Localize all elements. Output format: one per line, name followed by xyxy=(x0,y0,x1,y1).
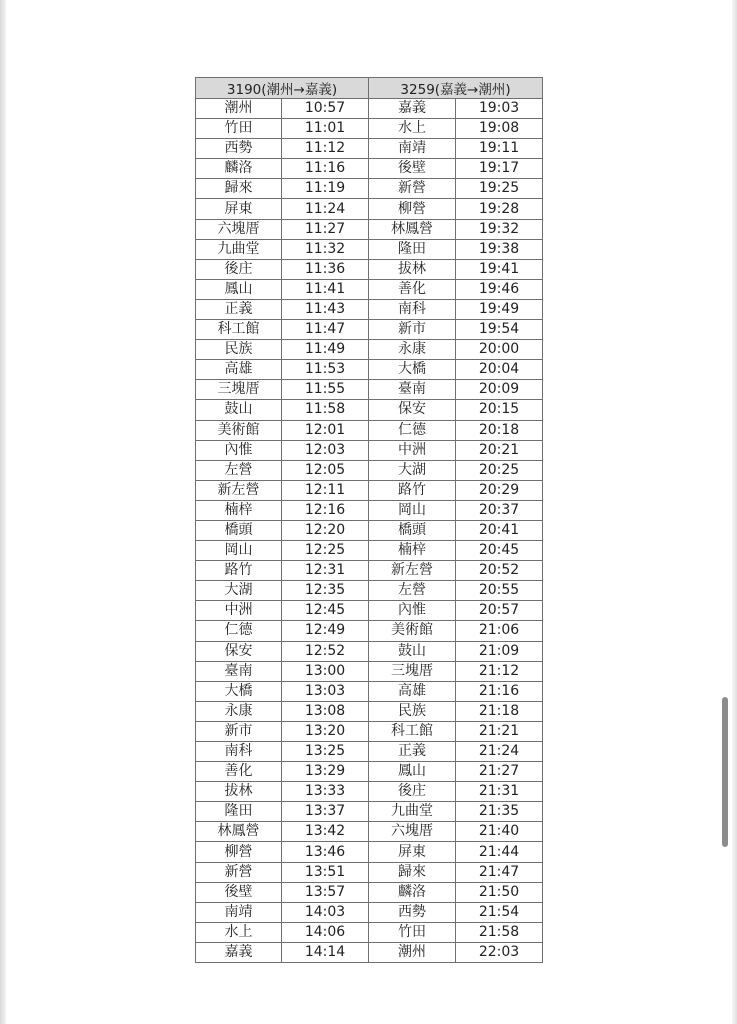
inbound-time-cell: 20:18 xyxy=(456,420,543,440)
outbound-time-cell: 13:00 xyxy=(282,661,369,681)
outbound-station-cell: 後庄 xyxy=(196,259,282,279)
table-row xyxy=(196,400,543,420)
inbound-time-cell: 19:08 xyxy=(456,119,543,139)
outbound-time-cell: 12:11 xyxy=(282,480,369,500)
inbound-station-cell: 正義 xyxy=(369,742,456,762)
outbound-time-cell: 11:58 xyxy=(282,400,369,420)
inbound-station-cell: 水上 xyxy=(369,119,456,139)
table-row xyxy=(196,661,543,681)
inbound-time-cell: 21:18 xyxy=(456,701,543,721)
table-row xyxy=(196,541,543,561)
inbound-time-cell: 21:54 xyxy=(456,902,543,922)
outbound-station-cell: 鳳山 xyxy=(196,279,282,299)
outbound-time-cell: 11:24 xyxy=(282,199,369,219)
outbound-time-cell: 11:41 xyxy=(282,279,369,299)
outbound-station-cell: 拔林 xyxy=(196,782,282,802)
inbound-station-cell: 潮州 xyxy=(369,942,456,962)
inbound-time-cell: 19:25 xyxy=(456,179,543,199)
table-row xyxy=(196,561,543,581)
table-row xyxy=(196,119,543,139)
outbound-station-cell: 歸來 xyxy=(196,179,282,199)
inbound-time-cell: 19:28 xyxy=(456,199,543,219)
table-row xyxy=(196,882,543,902)
table-row xyxy=(196,802,543,822)
inbound-time-cell: 19:32 xyxy=(456,219,543,239)
outbound-time-cell: 13:29 xyxy=(282,762,369,782)
outbound-time-cell: 11:49 xyxy=(282,340,369,360)
inbound-time-cell: 21:35 xyxy=(456,802,543,822)
outbound-time-cell: 13:57 xyxy=(282,882,369,902)
outbound-time-cell: 11:27 xyxy=(282,219,369,239)
table-row xyxy=(196,239,543,259)
table-row xyxy=(196,259,543,279)
outbound-station-cell: 鼓山 xyxy=(196,400,282,420)
outbound-station-cell: 橋頭 xyxy=(196,520,282,540)
outbound-time-cell: 12:25 xyxy=(282,541,369,561)
outbound-station-cell: 潮州 xyxy=(196,99,282,119)
inbound-time-cell: 20:57 xyxy=(456,601,543,621)
table-row xyxy=(196,721,543,741)
inbound-time-cell: 21:50 xyxy=(456,882,543,902)
outbound-station-cell: 水上 xyxy=(196,922,282,942)
inbound-station-cell: 科工館 xyxy=(369,721,456,741)
timetable-header-row xyxy=(196,78,543,99)
outbound-station-cell: 中洲 xyxy=(196,601,282,621)
inbound-time-cell: 21:47 xyxy=(456,862,543,882)
inbound-station-cell: 拔林 xyxy=(369,259,456,279)
outbound-station-cell: 新營 xyxy=(196,862,282,882)
inbound-time-cell: 20:52 xyxy=(456,561,543,581)
outbound-station-cell: 隆田 xyxy=(196,802,282,822)
table-row xyxy=(196,299,543,319)
table-row xyxy=(196,139,543,159)
outbound-time-cell: 11:01 xyxy=(282,119,369,139)
inbound-time-cell: 19:54 xyxy=(456,320,543,340)
outbound-time-cell: 13:37 xyxy=(282,802,369,822)
outbound-time-cell: 13:46 xyxy=(282,842,369,862)
outbound-time-cell: 11:53 xyxy=(282,360,369,380)
outbound-time-cell: 12:01 xyxy=(282,420,369,440)
table-row xyxy=(196,601,543,621)
inbound-time-cell: 22:03 xyxy=(456,942,543,962)
inbound-station-cell: 南靖 xyxy=(369,139,456,159)
outbound-station-cell: 嘉義 xyxy=(196,942,282,962)
inbound-time-cell: 20:55 xyxy=(456,581,543,601)
outbound-time-cell: 12:35 xyxy=(282,581,369,601)
inbound-station-cell: 內惟 xyxy=(369,601,456,621)
outbound-time-cell: 12:45 xyxy=(282,601,369,621)
outbound-station-cell: 永康 xyxy=(196,701,282,721)
inbound-time-cell: 20:09 xyxy=(456,380,543,400)
table-row xyxy=(196,199,543,219)
table-row xyxy=(196,742,543,762)
inbound-time-cell: 21:27 xyxy=(456,762,543,782)
header-train-3190: 3190(潮州→嘉義) xyxy=(196,78,369,99)
inbound-time-cell: 21:16 xyxy=(456,681,543,701)
table-row xyxy=(196,822,543,842)
inbound-station-cell: 嘉義 xyxy=(369,99,456,119)
timetable-body xyxy=(196,99,543,963)
page-right-edge xyxy=(732,0,737,1024)
outbound-station-cell: 岡山 xyxy=(196,541,282,561)
inbound-time-cell: 20:00 xyxy=(456,340,543,360)
outbound-station-cell: 美術館 xyxy=(196,420,282,440)
table-row xyxy=(196,320,543,340)
header-train-3259: 3259(嘉義→潮州) xyxy=(369,78,543,99)
table-row xyxy=(196,219,543,239)
inbound-time-cell: 19:46 xyxy=(456,279,543,299)
inbound-time-cell: 19:38 xyxy=(456,239,543,259)
inbound-station-cell: 美術館 xyxy=(369,621,456,641)
inbound-station-cell: 西勢 xyxy=(369,902,456,922)
outbound-station-cell: 科工館 xyxy=(196,320,282,340)
outbound-time-cell: 12:20 xyxy=(282,520,369,540)
inbound-time-cell: 21:09 xyxy=(456,641,543,661)
inbound-time-cell: 20:45 xyxy=(456,541,543,561)
inbound-station-cell: 九曲堂 xyxy=(369,802,456,822)
inbound-time-cell: 21:58 xyxy=(456,922,543,942)
outbound-station-cell: 後壁 xyxy=(196,882,282,902)
inbound-station-cell: 岡山 xyxy=(369,500,456,520)
inbound-time-cell: 19:41 xyxy=(456,259,543,279)
inbound-station-cell: 永康 xyxy=(369,340,456,360)
inbound-time-cell: 21:06 xyxy=(456,621,543,641)
inbound-time-cell: 20:21 xyxy=(456,440,543,460)
outbound-time-cell: 14:03 xyxy=(282,902,369,922)
inbound-station-cell: 林鳳營 xyxy=(369,219,456,239)
outbound-time-cell: 11:12 xyxy=(282,139,369,159)
train-timetable xyxy=(195,77,543,963)
outbound-station-cell: 路竹 xyxy=(196,561,282,581)
outbound-time-cell: 12:49 xyxy=(282,621,369,641)
inbound-station-cell: 三塊厝 xyxy=(369,661,456,681)
table-row xyxy=(196,862,543,882)
inbound-station-cell: 後壁 xyxy=(369,159,456,179)
inbound-station-cell: 屏東 xyxy=(369,842,456,862)
inbound-time-cell: 20:29 xyxy=(456,480,543,500)
outbound-time-cell: 13:20 xyxy=(282,721,369,741)
table-row xyxy=(196,701,543,721)
outbound-station-cell: 麟洛 xyxy=(196,159,282,179)
outbound-station-cell: 新市 xyxy=(196,721,282,741)
table-row xyxy=(196,520,543,540)
inbound-time-cell: 20:15 xyxy=(456,400,543,420)
outbound-time-cell: 13:25 xyxy=(282,742,369,762)
table-row xyxy=(196,902,543,922)
table-row xyxy=(196,360,543,380)
outbound-station-cell: 九曲堂 xyxy=(196,239,282,259)
inbound-station-cell: 麟洛 xyxy=(369,882,456,902)
outbound-time-cell: 11:55 xyxy=(282,380,369,400)
table-row xyxy=(196,641,543,661)
inbound-station-cell: 仁德 xyxy=(369,420,456,440)
inbound-station-cell: 大橋 xyxy=(369,360,456,380)
table-row xyxy=(196,942,543,962)
inbound-station-cell: 新營 xyxy=(369,179,456,199)
inbound-station-cell: 後庄 xyxy=(369,782,456,802)
inbound-station-cell: 善化 xyxy=(369,279,456,299)
inbound-station-cell: 高雄 xyxy=(369,681,456,701)
inbound-time-cell: 20:41 xyxy=(456,520,543,540)
table-row xyxy=(196,621,543,641)
outbound-time-cell: 13:08 xyxy=(282,701,369,721)
inbound-time-cell: 20:25 xyxy=(456,460,543,480)
inbound-station-cell: 新市 xyxy=(369,320,456,340)
outbound-station-cell: 柳營 xyxy=(196,842,282,862)
outbound-station-cell: 善化 xyxy=(196,762,282,782)
inbound-time-cell: 21:31 xyxy=(456,782,543,802)
inbound-station-cell: 歸來 xyxy=(369,862,456,882)
outbound-station-cell: 林鳳營 xyxy=(196,822,282,842)
outbound-station-cell: 南靖 xyxy=(196,902,282,922)
outbound-station-cell: 高雄 xyxy=(196,360,282,380)
table-row xyxy=(196,681,543,701)
inbound-time-cell: 19:03 xyxy=(456,99,543,119)
outbound-station-cell: 大湖 xyxy=(196,581,282,601)
outbound-time-cell: 12:31 xyxy=(282,561,369,581)
outbound-station-cell: 西勢 xyxy=(196,139,282,159)
inbound-time-cell: 19:49 xyxy=(456,299,543,319)
outbound-station-cell: 臺南 xyxy=(196,661,282,681)
page-left-edge xyxy=(0,0,6,1024)
inbound-station-cell: 柳營 xyxy=(369,199,456,219)
outbound-station-cell: 楠梓 xyxy=(196,500,282,520)
outbound-time-cell: 12:16 xyxy=(282,500,369,520)
outbound-station-cell: 內惟 xyxy=(196,440,282,460)
inbound-time-cell: 21:12 xyxy=(456,661,543,681)
outbound-time-cell: 12:05 xyxy=(282,460,369,480)
inbound-time-cell: 19:11 xyxy=(456,139,543,159)
outbound-station-cell: 仁德 xyxy=(196,621,282,641)
outbound-time-cell: 11:19 xyxy=(282,179,369,199)
table-row xyxy=(196,440,543,460)
inbound-station-cell: 新左營 xyxy=(369,561,456,581)
scrollbar-thumb[interactable] xyxy=(722,697,728,847)
outbound-time-cell: 14:06 xyxy=(282,922,369,942)
table-row xyxy=(196,581,543,601)
table-row xyxy=(196,782,543,802)
inbound-time-cell: 21:24 xyxy=(456,742,543,762)
outbound-station-cell: 三塊厝 xyxy=(196,380,282,400)
inbound-station-cell: 鼓山 xyxy=(369,641,456,661)
inbound-time-cell: 19:17 xyxy=(456,159,543,179)
inbound-station-cell: 竹田 xyxy=(369,922,456,942)
outbound-time-cell: 11:32 xyxy=(282,239,369,259)
outbound-station-cell: 屏東 xyxy=(196,199,282,219)
outbound-time-cell: 13:51 xyxy=(282,862,369,882)
outbound-time-cell: 13:03 xyxy=(282,681,369,701)
table-row xyxy=(196,420,543,440)
outbound-station-cell: 左營 xyxy=(196,460,282,480)
inbound-station-cell: 臺南 xyxy=(369,380,456,400)
table-row xyxy=(196,460,543,480)
table-row xyxy=(196,380,543,400)
inbound-station-cell: 民族 xyxy=(369,701,456,721)
outbound-station-cell: 竹田 xyxy=(196,119,282,139)
inbound-station-cell: 保安 xyxy=(369,400,456,420)
inbound-time-cell: 20:37 xyxy=(456,500,543,520)
inbound-station-cell: 南科 xyxy=(369,299,456,319)
inbound-time-cell: 21:40 xyxy=(456,822,543,842)
outbound-time-cell: 11:47 xyxy=(282,320,369,340)
table-row xyxy=(196,99,543,119)
table-row xyxy=(196,279,543,299)
inbound-time-cell: 20:04 xyxy=(456,360,543,380)
outbound-station-cell: 南科 xyxy=(196,742,282,762)
table-row xyxy=(196,159,543,179)
inbound-station-cell: 鳳山 xyxy=(369,762,456,782)
inbound-station-cell: 楠梓 xyxy=(369,541,456,561)
outbound-time-cell: 13:42 xyxy=(282,822,369,842)
outbound-time-cell: 12:03 xyxy=(282,440,369,460)
inbound-station-cell: 六塊厝 xyxy=(369,822,456,842)
table-row xyxy=(196,842,543,862)
inbound-station-cell: 大湖 xyxy=(369,460,456,480)
outbound-time-cell: 12:52 xyxy=(282,641,369,661)
inbound-time-cell: 21:21 xyxy=(456,721,543,741)
inbound-station-cell: 路竹 xyxy=(369,480,456,500)
outbound-time-cell: 10:57 xyxy=(282,99,369,119)
inbound-station-cell: 中洲 xyxy=(369,440,456,460)
table-row xyxy=(196,480,543,500)
table-row xyxy=(196,500,543,520)
table-row xyxy=(196,762,543,782)
inbound-time-cell: 21:44 xyxy=(456,842,543,862)
table-row xyxy=(196,179,543,199)
outbound-station-cell: 六塊厝 xyxy=(196,219,282,239)
outbound-time-cell: 13:33 xyxy=(282,782,369,802)
outbound-time-cell: 11:36 xyxy=(282,259,369,279)
table-row xyxy=(196,340,543,360)
inbound-station-cell: 左營 xyxy=(369,581,456,601)
table-row xyxy=(196,922,543,942)
outbound-station-cell: 大橋 xyxy=(196,681,282,701)
inbound-station-cell: 隆田 xyxy=(369,239,456,259)
outbound-time-cell: 11:43 xyxy=(282,299,369,319)
inbound-station-cell: 橋頭 xyxy=(369,520,456,540)
outbound-time-cell: 14:14 xyxy=(282,942,369,962)
outbound-station-cell: 新左營 xyxy=(196,480,282,500)
outbound-station-cell: 保安 xyxy=(196,641,282,661)
outbound-station-cell: 正義 xyxy=(196,299,282,319)
outbound-station-cell: 民族 xyxy=(196,340,282,360)
outbound-time-cell: 11:16 xyxy=(282,159,369,179)
